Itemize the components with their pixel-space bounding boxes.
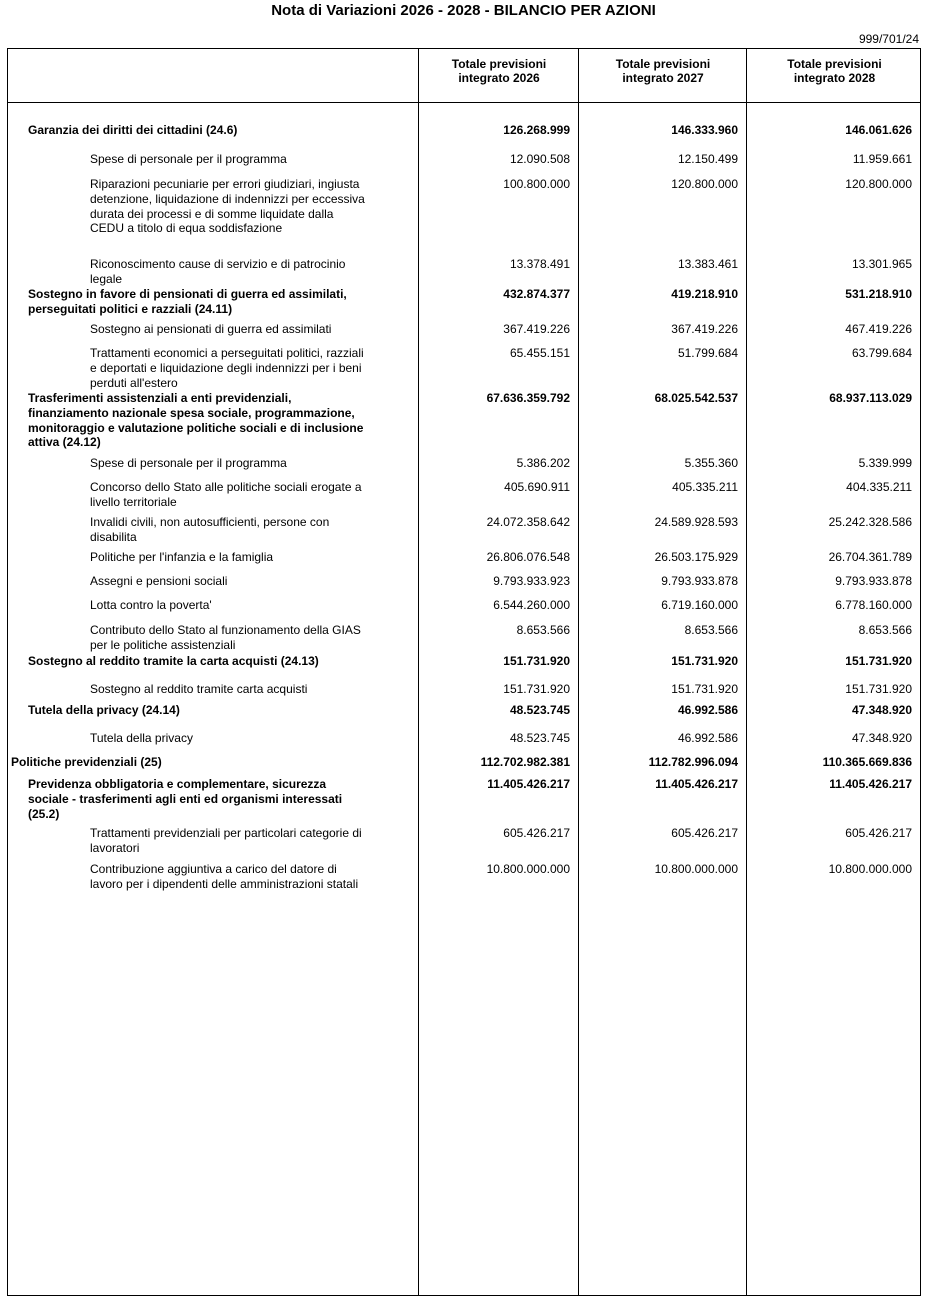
value-2027: 6.719.160.000 xyxy=(661,598,738,612)
column-divider-1 xyxy=(418,48,419,1296)
value-2028: 6.778.160.000 xyxy=(835,598,912,612)
value-2026: 5.386.202 xyxy=(516,456,570,470)
value-2028: 68.937.113.029 xyxy=(829,391,912,405)
value-2027: 46.992.586 xyxy=(677,731,738,745)
value-2026: 12.090.508 xyxy=(509,152,570,166)
value-2026: 432.874.377 xyxy=(503,287,570,301)
column-header-2026-line1: Totale previsioni xyxy=(451,57,547,71)
value-2026: 126.268.999 xyxy=(503,123,570,137)
value-2026: 367.419.226 xyxy=(503,322,570,336)
row-label: Sostegno al reddito tramite carta acquisti xyxy=(90,682,308,696)
value-2026: 112.702.982.381 xyxy=(480,755,570,769)
value-2026: 24.072.358.642 xyxy=(486,515,570,529)
value-2028: 47.348.920 xyxy=(851,731,912,745)
row-label: Concorso dello Stato alle politiche sociali erogate a livello territoriale xyxy=(90,480,362,509)
value-2028: 10.800.000.000 xyxy=(828,862,912,876)
value-2028: 146.061.626 xyxy=(845,123,912,137)
value-2028: 467.419.226 xyxy=(845,322,912,336)
row-label: Politiche previdenziali (25) xyxy=(11,755,162,769)
value-2026: 48.523.745 xyxy=(509,703,570,717)
value-2027: 419.218.910 xyxy=(671,287,738,301)
value-2028: 47.348.920 xyxy=(851,703,912,717)
value-2027: 46.992.586 xyxy=(677,703,738,717)
value-2026: 9.793.933.923 xyxy=(493,574,570,588)
value-2027: 120.800.000 xyxy=(671,177,738,191)
row-label: Contributo dello Stato al funzionamento della GIAS per le politiche assistenziali xyxy=(90,623,361,652)
value-2027: 24.589.928.593 xyxy=(654,515,738,529)
value-2028: 9.793.933.878 xyxy=(835,574,912,588)
value-2027: 10.800.000.000 xyxy=(654,862,738,876)
value-2027: 146.333.960 xyxy=(671,123,738,137)
value-2026: 65.455.151 xyxy=(509,346,570,360)
value-2027: 151.731.920 xyxy=(671,654,738,668)
page-title: Nota di Variazioni 2026 - 2028 - BILANCIO PER AZIONI xyxy=(271,2,656,19)
row-label: Riconoscimento cause di servizio e di patrocinio legale xyxy=(90,257,346,286)
value-2027: 51.799.684 xyxy=(677,346,738,360)
value-2026: 605.426.217 xyxy=(503,826,570,840)
value-2027: 367.419.226 xyxy=(671,322,738,336)
row-label: Garanzia dei diritti dei cittadini (24.6) xyxy=(28,123,238,137)
row-label: Invalidi civili, non autosufficienti, persone con disabilita xyxy=(90,515,330,544)
value-2027: 9.793.933.878 xyxy=(661,574,738,588)
value-2028: 11.405.426.217 xyxy=(829,777,912,791)
value-2028: 11.959.661 xyxy=(852,152,912,166)
value-2026: 13.378.491 xyxy=(509,257,570,271)
row-label: Trattamenti previdenziali per particolari categorie di lavoratori xyxy=(90,826,362,855)
value-2028: 63.799.684 xyxy=(851,346,912,360)
value-2028: 605.426.217 xyxy=(845,826,912,840)
value-2026: 151.731.920 xyxy=(503,682,570,696)
row-label: Sostegno al reddito tramite la carta acquisti (24.13) xyxy=(28,654,319,668)
value-2026: 100.800.000 xyxy=(503,177,570,191)
value-2026: 151.731.920 xyxy=(503,654,570,668)
row-label: Politiche per l'infanzia e la famiglia xyxy=(90,550,274,564)
value-2028: 404.335.211 xyxy=(846,480,912,494)
row-label: Trattamenti economici a perseguitati politici, razziali e deportati e liquidazione degli indennizzi per i beni perduti all'estero xyxy=(90,346,364,390)
row-label: Lotta contro la poverta' xyxy=(90,598,212,612)
column-header-2028 xyxy=(748,57,921,85)
value-2026: 67.636.359.792 xyxy=(486,391,570,405)
column-divider-3 xyxy=(746,48,747,1296)
value-2028: 531.218.910 xyxy=(845,287,912,301)
value-2027: 13.383.461 xyxy=(677,257,738,271)
column-header-2027 xyxy=(580,57,746,85)
row-label: Sostegno ai pensionati di guerra ed assimilati xyxy=(90,322,332,336)
document-code: 999/701/24 xyxy=(858,32,919,46)
column-header-2028-line1: Totale previsioni xyxy=(787,57,882,71)
value-2028: 151.731.920 xyxy=(845,654,912,668)
value-2027: 5.355.360 xyxy=(684,456,738,470)
row-label: Previdenza obbligatoria e complementare, sicurezza sociale - trasferimenti agli enti ed organismi interessati (25.2) xyxy=(28,777,343,821)
value-2026: 26.806.076.548 xyxy=(486,550,570,564)
value-2028: 13.301.965 xyxy=(851,257,912,271)
value-2026: 11.405.426.217 xyxy=(487,777,570,791)
value-2028: 8.653.566 xyxy=(858,623,912,637)
value-2026: 10.800.000.000 xyxy=(486,862,570,876)
value-2027: 151.731.920 xyxy=(671,682,738,696)
value-2027: 26.503.175.929 xyxy=(654,550,738,564)
value-2026: 405.690.911 xyxy=(504,480,570,494)
value-2028: 151.731.920 xyxy=(845,682,912,696)
column-divider-2 xyxy=(578,48,579,1296)
row-label: Spese di personale per il programma xyxy=(90,152,287,166)
value-2026: 48.523.745 xyxy=(509,731,570,745)
value-2028: 110.365.669.836 xyxy=(822,755,912,769)
row-label: Tutela della privacy xyxy=(90,731,193,745)
column-header-2027-line1: Totale previsioni xyxy=(615,57,711,71)
row-label: Tutela della privacy (24.14) xyxy=(28,703,180,717)
value-2028: 25.242.328.586 xyxy=(828,515,912,529)
row-label: Spese di personale per il programma xyxy=(90,456,287,470)
value-2028: 5.339.999 xyxy=(858,456,912,470)
value-2027: 112.782.996.094 xyxy=(648,755,738,769)
value-2026: 8.653.566 xyxy=(516,623,570,637)
value-2026: 6.544.260.000 xyxy=(493,598,570,612)
column-header-2028-line2: integrato 2028 xyxy=(793,71,876,85)
row-label: Riparazioni pecuniarie per errori giudiziari, ingiusta detenzione, liquidazione di indennizzi per eccessiva durata dei processi e di somme liquidate dalla CEDU a titolo di equa soddisfazione xyxy=(90,177,365,236)
value-2027: 8.653.566 xyxy=(684,623,738,637)
value-2027: 12.150.499 xyxy=(677,152,738,166)
row-label: Assegni e pensioni sociali xyxy=(90,574,228,588)
value-2027: 68.025.542.537 xyxy=(654,391,738,405)
column-header-2027-line2: integrato 2027 xyxy=(622,71,704,85)
value-2027: 405.335.211 xyxy=(672,480,738,494)
row-label: Trasferimenti assistenziali a enti previdenziali, finanziamento nazionale spesa sociale, programmazione, monitoraggio e valutazione politiche sociali e di inclusione attiva (24.12) xyxy=(28,391,364,450)
column-header-2026-line2: integrato 2026 xyxy=(458,71,540,85)
value-2027: 11.405.426.217 xyxy=(655,777,738,791)
header-divider xyxy=(7,102,921,103)
value-2028: 120.800.000 xyxy=(845,177,912,191)
value-2027: 605.426.217 xyxy=(671,826,738,840)
row-label: Sostegno in favore di pensionati di guerra ed assimilati, perseguitati politici e razziali (24.11) xyxy=(28,287,347,316)
value-2028: 26.704.361.789 xyxy=(828,550,912,564)
row-label: Contribuzione aggiuntiva a carico del datore di lavoro per i dipendenti delle amministrazioni statali xyxy=(90,862,359,891)
column-header-2026 xyxy=(420,57,578,85)
